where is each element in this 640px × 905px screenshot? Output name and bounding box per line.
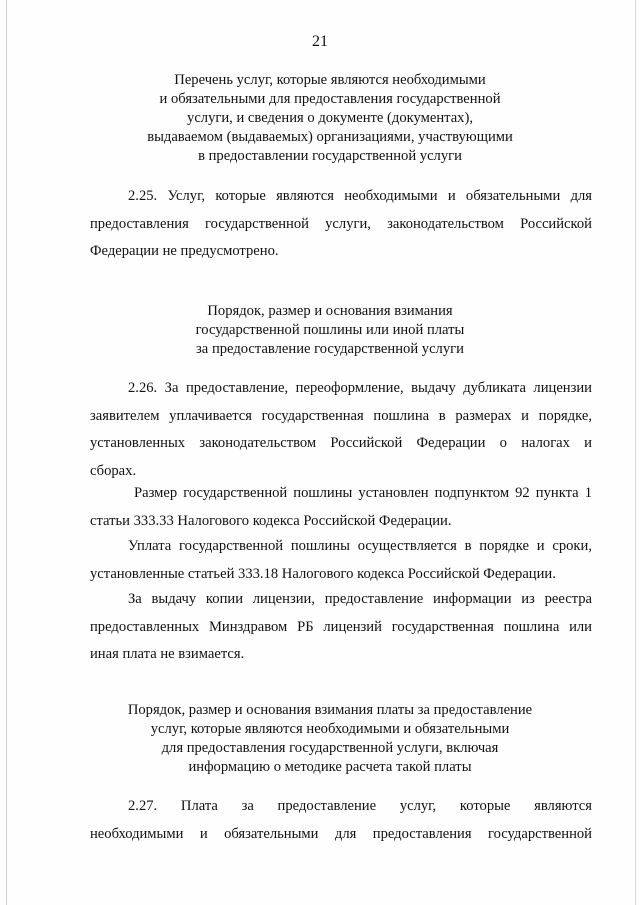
heading-line: для предоставления государственной услуги, включая <box>161 740 499 756</box>
paragraph-2-27 <box>90 793 592 848</box>
paragraph-line: 2.26. За предоставление, переоформление, выдачу дубликата лицензии <box>128 380 592 396</box>
heading-line: государственной пошлины или иной платы <box>195 322 465 338</box>
heading-line: услуги, и сведения о документе (документах), <box>187 110 473 126</box>
paragraph-line: Уплата государственной пошлины осуществляется в порядке и сроки, <box>128 538 592 554</box>
paragraph-line: иная плата не взимается. <box>90 646 245 662</box>
heading-line: услуг, которые являются необходимыми и обязательными <box>150 721 510 737</box>
heading-line: информацию о методике расчета такой платы <box>188 759 472 775</box>
paragraph-line: Федерации не предусмотрено. <box>90 243 279 259</box>
section-heading-services-list <box>60 71 600 166</box>
section-heading-fee-procedure <box>60 701 600 777</box>
heading-line: Порядок, размер и основания взимания платы за предоставление <box>127 702 533 718</box>
page-number: 21 <box>312 33 328 50</box>
paragraph-line: статьи 333.33 Налогового кодекса Российской Федерации. <box>90 512 452 529</box>
paragraph-line: заявителем уплачивается государственная пошлина в размерах и порядке, <box>90 407 592 424</box>
paragraph-line: необходимыми и обязательными для предоставления государственной <box>90 825 592 842</box>
paragraph-line: 2.27. Плата за предоставление услуг, которые являются <box>128 798 592 814</box>
paragraph-line: сборах. <box>90 462 137 479</box>
paragraph-line: предоставленных Минздравом РБ лицензий государственная пошлина или <box>90 618 592 635</box>
paragraph-2-26 <box>90 375 592 485</box>
paragraph-line: 2.25. Услуг, которые являются необходимыми и обязательными для <box>128 188 592 204</box>
heading-line: в предоставлении государственной услуги <box>198 148 462 164</box>
paragraph-line: Размер государственной пошлины установлен подпунктом 92 пункта 1 <box>134 485 592 501</box>
paragraph-duty-payment <box>90 533 592 588</box>
paragraph-license-copy <box>90 586 592 669</box>
paragraph-line: установленные статьей 333.18 Налогового кодекса Российской Федерации. <box>90 565 556 582</box>
paragraph-line: За выдачу копии лицензии, предоставление информации из реестра <box>128 591 592 607</box>
heading-line: Перечень услуг, которые являются необходимыми <box>174 72 486 88</box>
section-heading-state-duty <box>60 302 600 359</box>
page-right-edge <box>635 0 636 905</box>
heading-line: за предоставление государственной услуги <box>196 341 464 357</box>
heading-line: Порядок, размер и основания взимания <box>207 303 453 319</box>
heading-line: выдаваемом (выдаваемых) организациями, участвующими <box>147 129 513 145</box>
heading-line: и обязательными для предоставления государственной <box>159 91 501 107</box>
page-left-edge <box>6 0 7 905</box>
paragraph-line: установленных законодательством Российской Федерации о налогах и <box>90 435 592 451</box>
paragraph-line: предоставления государственной услуги, законодательством Российской <box>90 215 592 232</box>
paragraph-duty-size <box>90 480 592 535</box>
paragraph-2-25 <box>90 183 592 266</box>
